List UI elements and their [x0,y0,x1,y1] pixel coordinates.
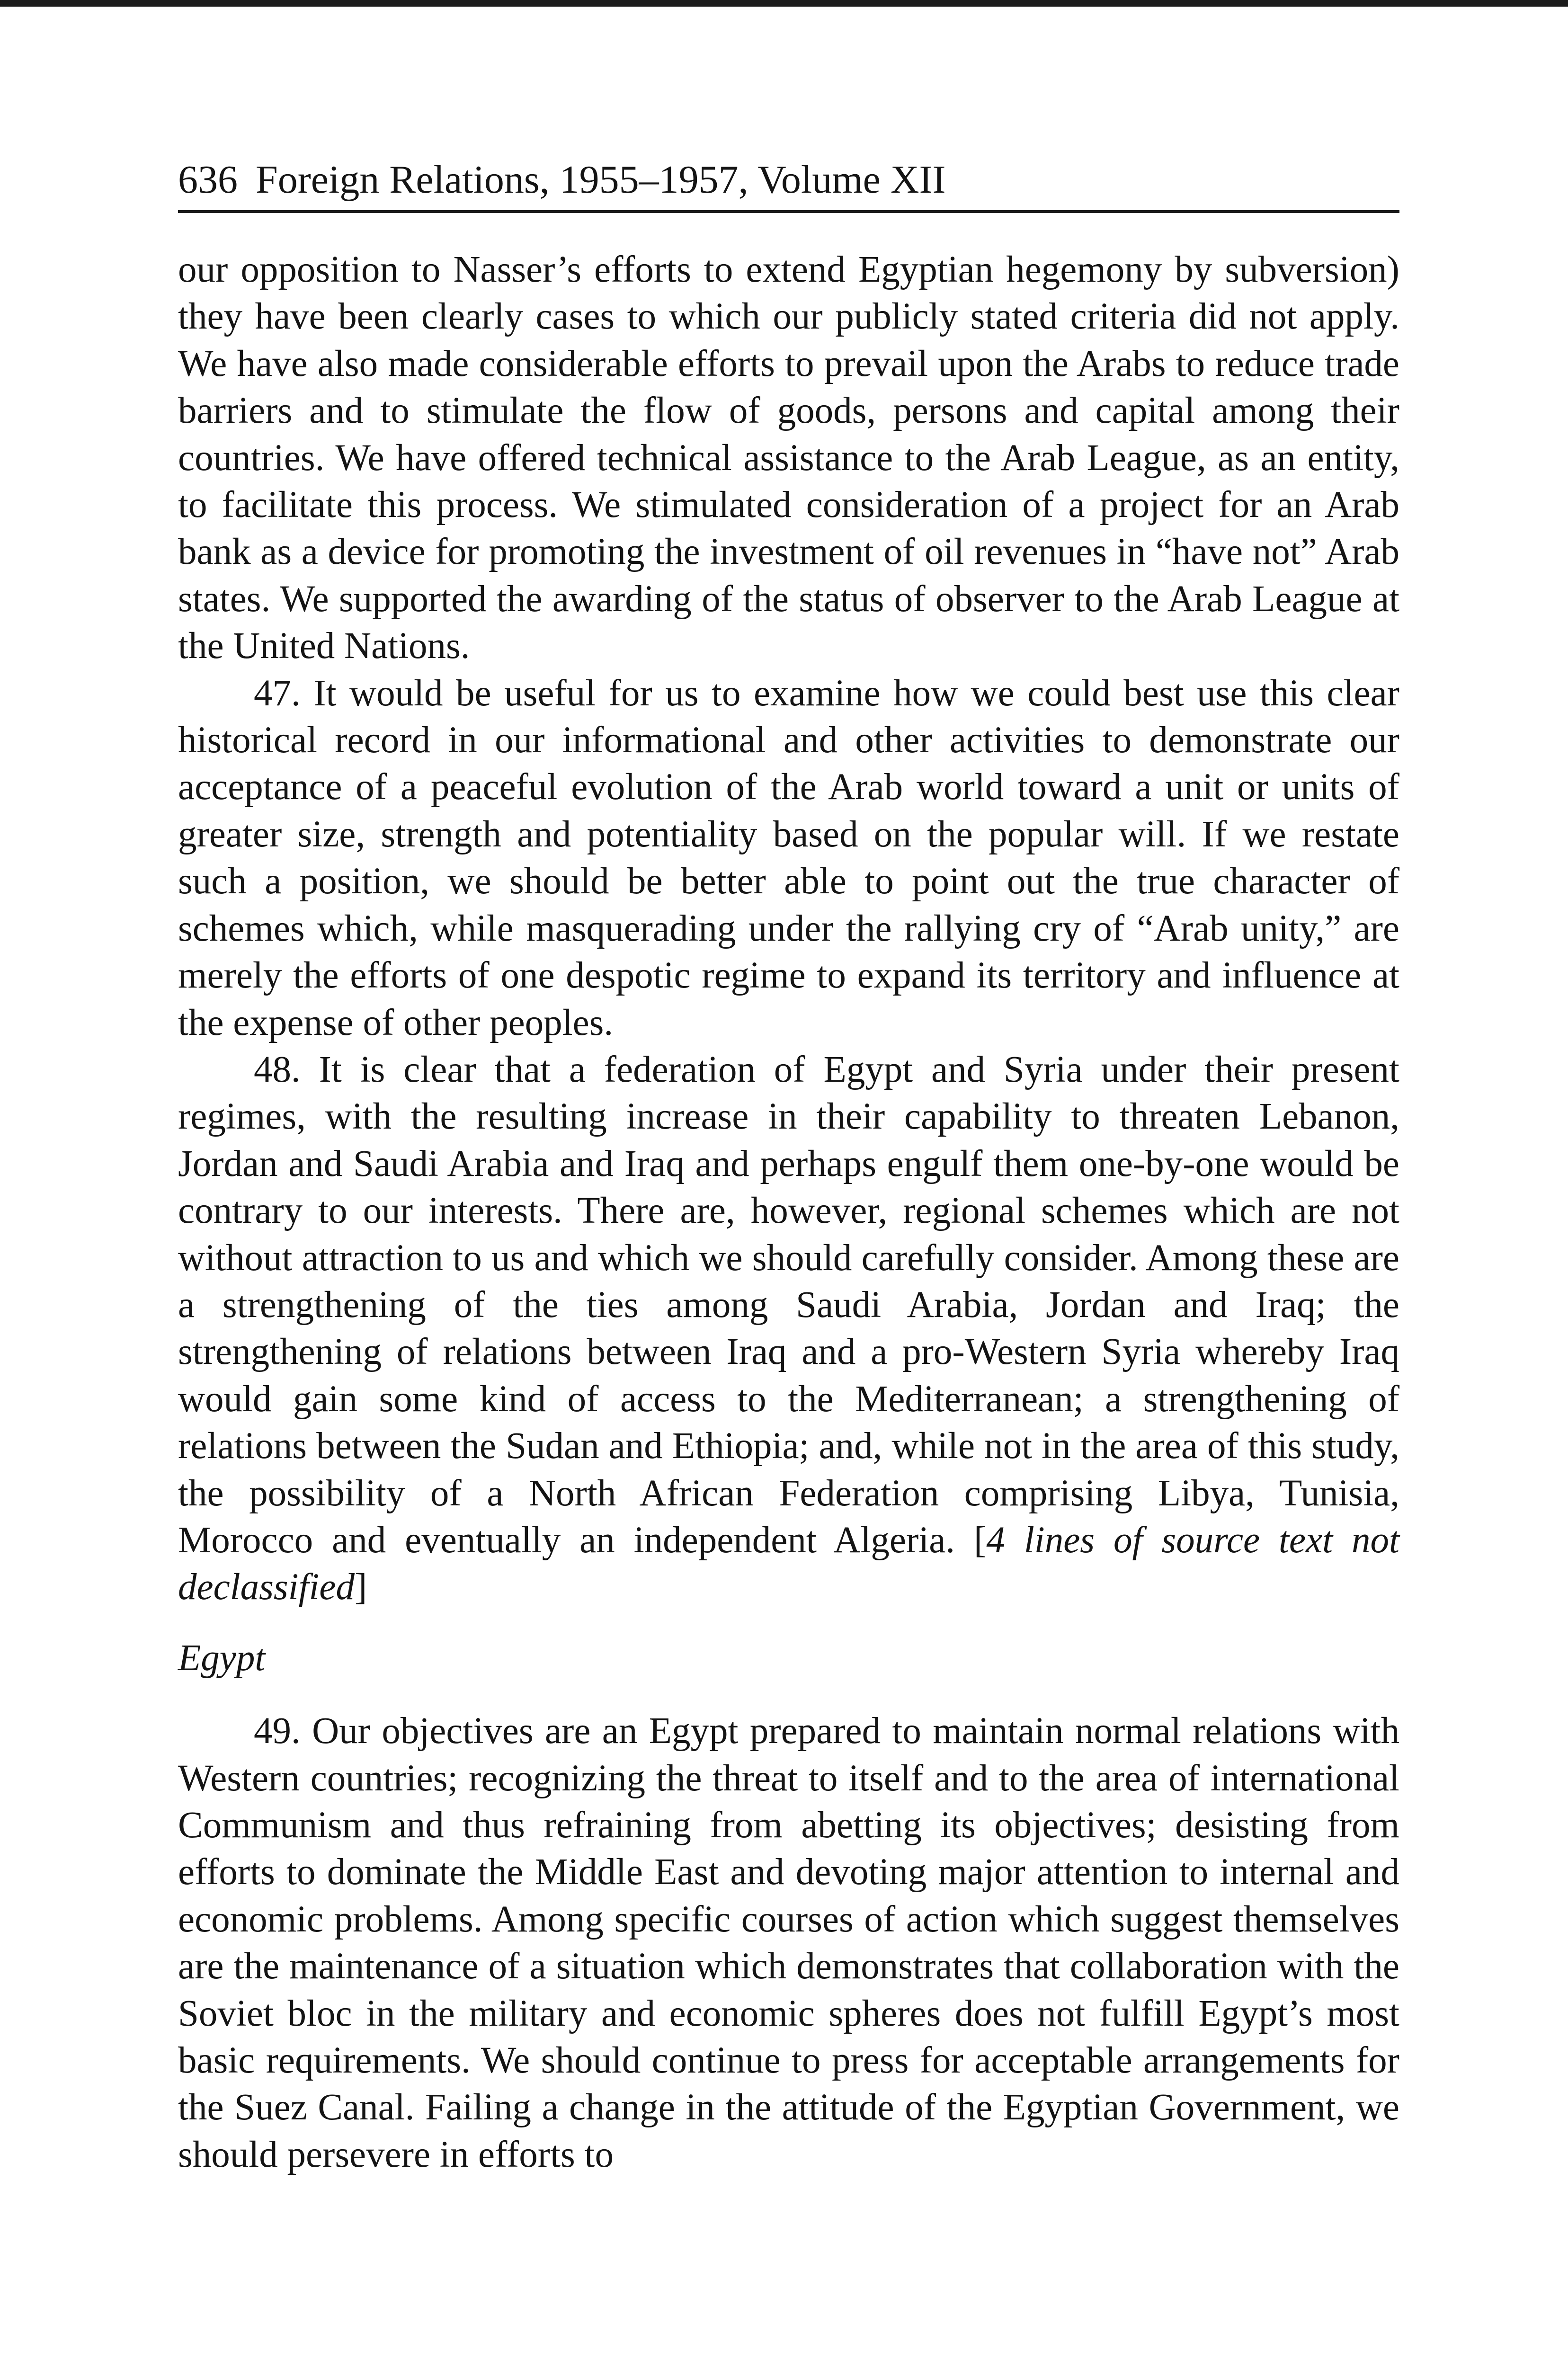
paragraph-49: 49. Our objectives are an Egypt prepared to maintain normal relations with Western countries; recognizing the threat to itself and to the area of international Communism and thus refraining from abetting its objectives; desisting from efforts to dominate the Middle East and devoting major attention to internal and economic problems. Among specific courses of action which suggest themselves are the maintenance of a situation which demonstrates that collaboration with the Soviet bloc in the military and economic spheres does not fulfill Egypt’s most basic requirements. We should continue to press for acceptable arrangements for the Suez Canal. Failing a change in the attitude of the Egyptian Government, we should persevere in efforts to [178,1710,1399,2175]
declassification-note: 4 lines of source text not declassified [178,1519,1399,1608]
paragraph-46-continued: our opposition to Nasser’s efforts to extend Egyptian hegemony by subversion) they have been clearly cases to which our publicly stated criteria did not apply. We have also made considerable efforts to prevail upon the Arabs to reduce trade barriers and to stimulate the flow of goods, persons and capital among their countries. We have offered technical assistance to the Arab League, as an entity, to facilitate this process. We stimulated consideration of a project for an Arab bank as a device for promoting the investment of oil revenues in “have not” Arab states. We supported the awarding of the status of observer to the Arab League at the United Nations. [178,249,1399,667]
paragraph-48-text: 48. It is clear that a federation of Egypt and Syria under their present regimes, with the resulting increase in their capability to threaten Lebanon, Jordan and Saudi Arabia and Iraq and perhaps engulf them one-by-one would be contrary to our interests. There are, however, regional schemes which are not without attraction to us and which we should carefully consider. Among these are a strengthening of the ties among Saudi Arabia, Jordan and Iraq; the strengthening of relations between Iraq and a pro-Western Syria whereby Iraq would gain some kind of access to the Mediterranean; a strengthening of relations between the Sudan and Ethiopia; and, while not in the area of this study, the possibility of a North African Federation comprising Libya, Tunisia, Morocco and eventually an independent Algeria. [ [178,1049,1399,1561]
scan-top-border [0,0,1568,7]
declassification-bracket: ] [354,1566,367,1608]
running-header [178,156,1399,213]
body-text [178,246,1399,2178]
paragraph-48 [178,1046,1399,1611]
page-number: 636 [178,158,238,202]
section-heading-egypt: Egypt [178,1637,266,1679]
document-page [178,156,1399,2178]
paragraph-47: 47. It would be useful for us to examine how we could best use this clear historical record in our informational and other activities to demonstrate our acceptance of a peaceful evolution of the Arab world toward a unit or units of greater size, strength and potentiality based on the popular will. If we restate such a position, we should be better able to point out the true character of schemes which, while masquerading under the rallying cry of “Arab unity,” are merely the efforts of one despotic regime to expand its territory and influence at the expense of other peoples. [178,672,1399,1043]
book-title: Foreign Relations, 1955–1957, Volume XII [256,158,946,202]
